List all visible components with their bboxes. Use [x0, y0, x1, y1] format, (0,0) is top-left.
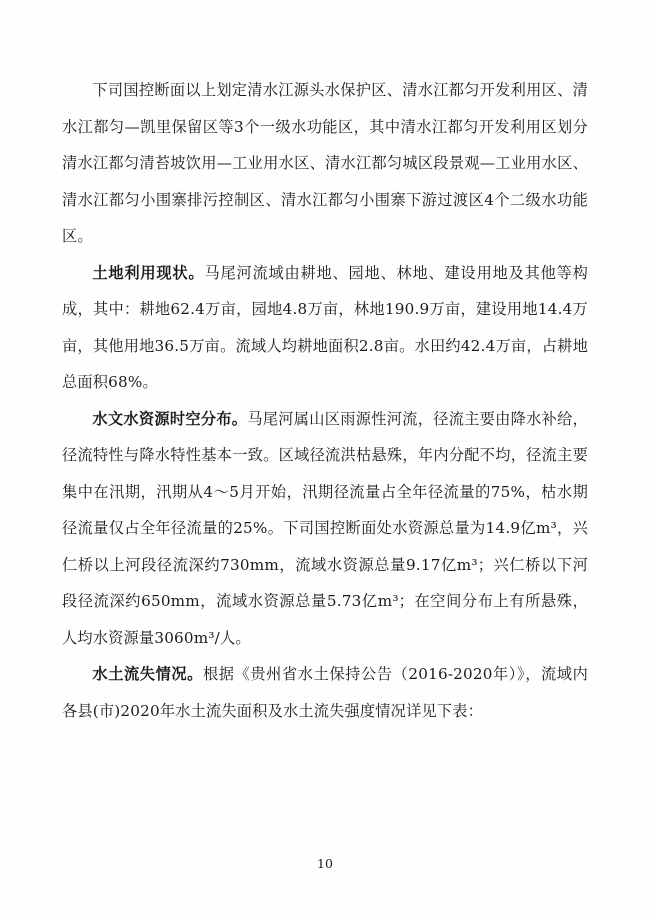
- paragraph-3-text: 马尾河属山区雨源性河流，径流主要由降水补给，径流特性与降水特性基本一致。区域径流洪枯悬殊，年内分配不均，径流主要集中在汛期，汛期从4～5月开始，汛期径流量占全年径流量的75%，枯水期径流量仅占全年径流量的25%。下司国控断面处水资源总量为14.9亿m³，兴仁桥以上河段径流深约730mm，流域水资源总量9.17亿m³；兴仁桥以下河段径流深约650mm，流域水资源总量5.73亿m³；在空间分布上有所悬殊，人均水资源量3060m³/人。: [62, 409, 589, 647]
- paragraph-4-text: 根据《贵州省水土保持公告（2016-2020年）》，流域内各县(市)2020年水土流失面积及水土流失强度情况详见下表：: [62, 665, 588, 720]
- paragraph-4: [62, 656, 588, 729]
- paragraph-1: [62, 72, 588, 255]
- paragraph-2-lead: 土地利用现状。: [92, 263, 205, 282]
- paragraph-3-lead: 水文水资源时空分布。: [92, 409, 248, 428]
- paragraph-2-text: 马尾河流域由耕地、园地、林地、建设用地及其他等构成，其中：耕地62.4万亩，园地4.8万亩，林地190.9万亩，建设用地14.4万亩，其他用地36.5万亩。流域人均耕地面积2.8亩。水田约42.4万亩，占耕地总面积68%。: [62, 263, 588, 391]
- page-number: 10: [317, 856, 333, 871]
- paragraph-4-lead: 水土流失情况。: [92, 665, 203, 683]
- paragraph-3: [62, 401, 588, 657]
- paragraph-2: [62, 255, 588, 401]
- document-body: [62, 72, 588, 729]
- paragraph-1-text: 下司国控断面以上划定清水江源头水保护区、清水江都匀开发利用区、清水江都匀—凯里保留区等3个一级水功能区，其中清水江都匀开发利用区划分清水江都匀清苔坡饮用—工业用水区、清水江都匀城区段景观—工业用水区、清水江都匀小围寨排污控制区、清水江都匀小围寨下游过渡区4个二级水功能区。: [62, 81, 588, 245]
